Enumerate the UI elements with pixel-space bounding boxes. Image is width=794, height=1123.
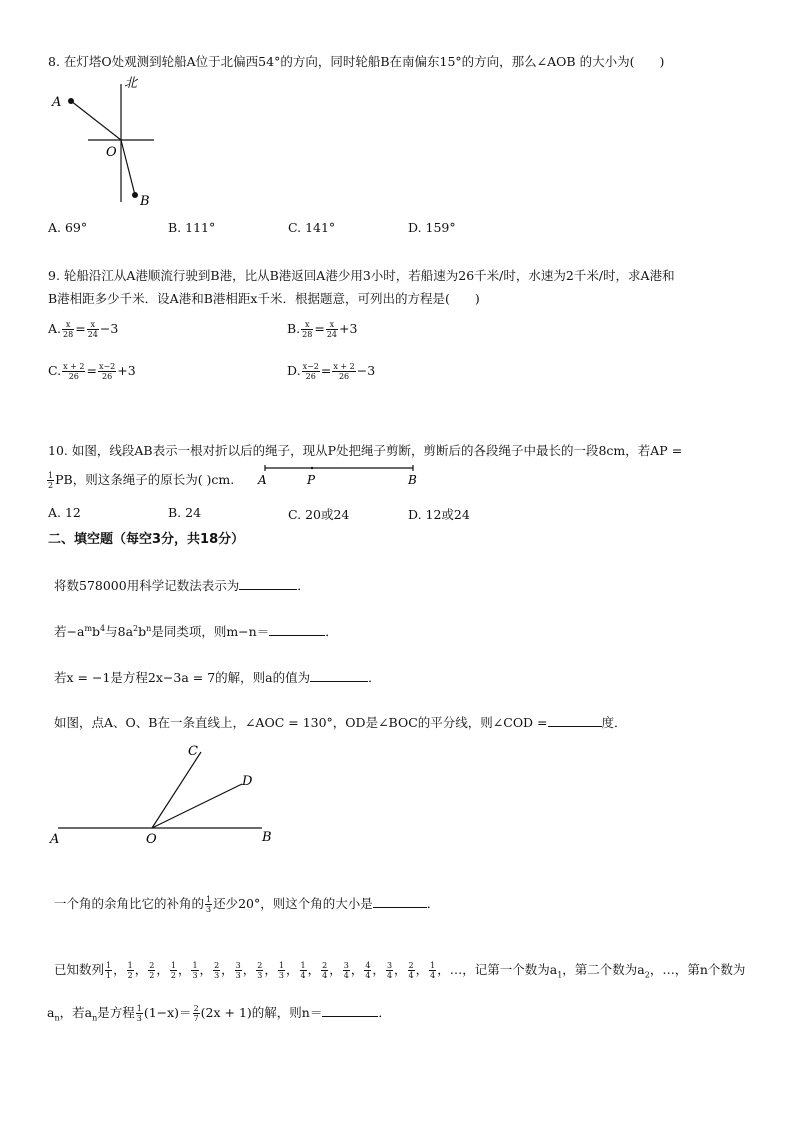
q10-stem-line2: $\frac{1}{2}$ PB，则这条绳子的原长为( )cm. [48, 471, 235, 490]
answer-blank[interactable] [310, 671, 368, 682]
q10-option-a[interactable]: A. 12 [48, 505, 81, 520]
q8-option-b[interactable]: B. 111° [168, 220, 216, 235]
sequence-fractions: $\frac{1}{1}$ ， $\frac{1}{2}$ ， $\frac{2}{2}$ ， $\frac{1}{2}$ ， $\frac{1}{3}$ ， $\frac{2}{3}$ ， $\frac{3}{3}$ ， $\frac{2}{3}$ ， $\frac{1}{3}$ ， $\frac{1}{4}$ ， $\frac{2}{4}$ ， $\frac{3}{4}$ ， $\frac{4}{4}$ ， $\frac{3}{4}$ ， $\frac{2}{4}$ ， $\frac{1}{4}$ [106, 961, 436, 980]
q9-stem-line2: B港相距多少千米．设A港和B港相距x千米．根据题意，可列出的方程是( ) [48, 291, 480, 306]
label-c: C [188, 744, 198, 759]
answer-blank[interactable] [269, 625, 325, 636]
sequence-term: $\frac{1}{4}$ [300, 961, 306, 980]
sequence-term: $\frac{3}{3}$ [235, 961, 241, 980]
sequence-term: $\frac{1}{1}$ [106, 961, 112, 980]
sequence-term: $\frac{2}{4}$ [322, 961, 328, 980]
ray-ob [121, 140, 135, 195]
label-d: D [242, 774, 253, 789]
north-label: 北 [124, 76, 138, 91]
sequence-term: $\frac{3}{4}$ [386, 961, 393, 980]
answer-blank[interactable] [373, 897, 427, 908]
sequence-term: $\frac{1}{2}$ [127, 961, 133, 980]
label-o: O [106, 145, 117, 160]
label-b: B [140, 194, 150, 209]
answer-blank[interactable] [322, 1006, 378, 1017]
q10-option-b[interactable]: B. 24 [168, 505, 202, 520]
sequence-term: $\frac{3}{4}$ [343, 961, 349, 980]
point-b [132, 192, 138, 198]
q9-option-c[interactable]: C. $\frac{x + 2}{26}$ = $\frac{x-2}{26}$ +3 [48, 362, 136, 381]
label-a: A [50, 832, 60, 847]
fill-question-6-line2: $a_n$，若$a_n$是方程 $\frac{1}{3}$ (1−x)＝ $\frac{2}{7}$ (2x + 1)的解，则n＝ ． [47, 1004, 391, 1023]
fill-question-1: 将数578000用科学记数法表示为 ． [54, 578, 310, 593]
label-b: B [408, 473, 417, 487]
q8-option-d[interactable]: D. 159° [408, 220, 456, 235]
q8-option-a[interactable]: A. 69° [48, 220, 88, 235]
sequence-term: $\frac{2}{3}$ [257, 961, 263, 980]
ray-oa [71, 101, 121, 140]
label-a: A [52, 95, 62, 110]
sequence-term: $\frac{1}{3}$ [192, 961, 198, 980]
fill-question-3: 若x = −1是方程2x−3a = 7的解，则a的值为 ． [54, 670, 381, 685]
fill-question-5: 一个角的余角比它的补角的 $\frac{1}{3}$ 还少20°，则这个角的大小是 ． [54, 895, 440, 914]
fill-question-6-line1: 已知数列 $\frac{1}{1}$ ， $\frac{1}{2}$ ， $\frac{2}{2}$ ， $\frac{1}{2}$ ， $\frac{1}{3}$ ， $\frac{2}{3}$ ， $\frac{3}{3}$ ， $\frac{2}{3}$ ， $\frac{1}{3}$ ， $\frac{1}{4}$ ， $\frac{2}{4}$ ， $\frac{3}{4}$ ， $\frac{4}{4}$ ， $\frac{3}{4}$ ， $\frac{2}{4}$ ， $\frac{1}{4}$ ，…，记第一个数为$a_1$，第二个数为$a_2$，…，第n个数为 [54, 961, 746, 980]
point-p [311, 467, 313, 469]
sequence-term: $\frac{4}{4}$ [365, 961, 371, 980]
label-a: A [258, 473, 267, 487]
label-o: O [146, 832, 157, 847]
q9-option-d[interactable]: D. $\frac{x-2}{26}$ = $\frac{x + 2}{26}$ −3 [287, 362, 376, 381]
answer-blank[interactable] [548, 716, 602, 727]
fill-question-2: 若$-a^mb^4$与$8a^2b^n$是同类项，则m−n＝ ． [54, 623, 338, 639]
fill-question-4: 如图，点A、O、B在一条直线上，∠AOC = 130°，OD是∠BOC的平分线，则∠COD = 度． [54, 715, 627, 730]
q10-stem-line1: 10. 如图，线段AB表示一根对折以后的绳子，现从P处把绳子剪断，剪断后的各段绳子中最长的一段8cm，若AP = [48, 443, 683, 458]
q9-option-b[interactable]: B. $\frac{x}{28}$ = $\frac{x}{24}$ +3 [287, 320, 358, 339]
sequence-term: $\frac{2}{4}$ [408, 961, 414, 980]
sequence-term: $\frac{1}{2}$ [170, 961, 176, 980]
label-p: P [307, 473, 316, 487]
sequence-term: $\frac{1}{4}$ [430, 961, 436, 980]
sequence-term: $\frac{2}{3}$ [214, 961, 220, 980]
section-heading: 二、填空题（每空3分，共18分） [48, 532, 245, 547]
angle-figure [46, 740, 286, 850]
q8-option-c[interactable]: C. 141° [288, 220, 336, 235]
q8-figure [48, 74, 168, 214]
q9-stem-line1: 9. 轮船沿江从A港顺流行驶到B港，比从B港返回A港少用3小时，若船速为26千米/时，水速为2千米/时，求A港和 [48, 268, 675, 283]
q10-option-c[interactable]: C. 20或24 [288, 507, 350, 522]
answer-blank[interactable] [239, 579, 297, 590]
point-a [68, 98, 74, 104]
q9-option-a[interactable]: A. $\frac{x}{28}$ = $\frac{x}{24}$ −3 [48, 320, 119, 339]
q8-stem: 8. 在灯塔O处观测到轮船A位于北偏西54°的方向，同时轮船B在南偏东15°的方向，那么∠AOB 的大小为( ) [48, 54, 665, 69]
q10-option-d[interactable]: D. 12或24 [408, 507, 470, 522]
sequence-term: $\frac{1}{3}$ [278, 961, 284, 980]
q10-segment-figure [255, 462, 425, 488]
sequence-term: $\frac{2}{2}$ [149, 961, 155, 980]
label-b: B [262, 830, 272, 845]
